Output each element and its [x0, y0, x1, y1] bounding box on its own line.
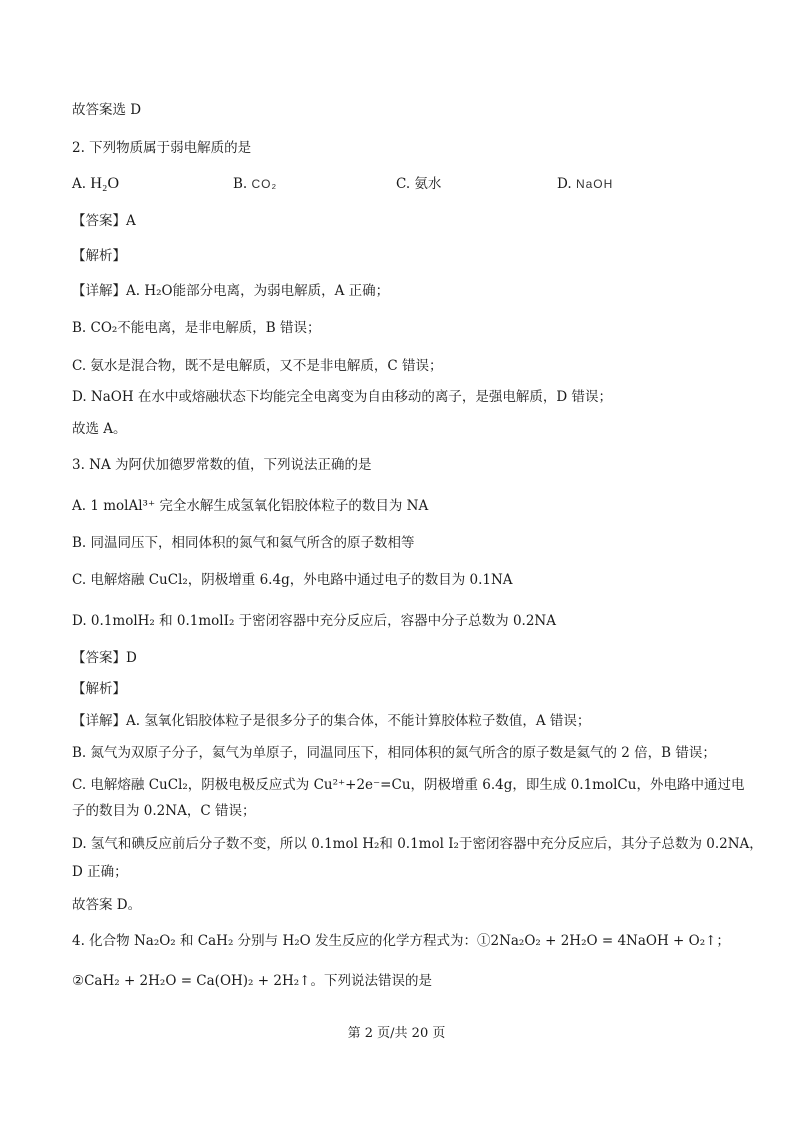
detail-b: B. CO₂不能电离，是非电解质，B 错误；	[72, 320, 321, 336]
answer-line: 故答案选 D	[72, 102, 142, 118]
question-3: 3. NA 为阿伏加德罗常数的值，下列说法正确的是	[72, 457, 372, 473]
q3-option-b: B. 同温同压下，相同体积的氮气和氦气所含的原子数相等	[72, 535, 415, 551]
detail-c: C. 氨水是混合物，既不是电解质，又不是非电解质，C 错误；	[72, 358, 443, 374]
question-2: 2. 下列物质属于弱电解质的是	[72, 140, 252, 156]
option-b	[233, 174, 277, 194]
detail-d-cont: D 正确；	[72, 864, 128, 880]
question-4: 4. 化合物 Na₂O₂ 和 CaH₂ 分别与 H₂O 发生反应的化学方程式为：①2Na₂O₂ + 2H₂O = 4NaOH + O₂↑；	[72, 933, 730, 949]
conclusion: 故选 A。	[72, 421, 127, 437]
q3-option-a: A. 1 molAl³⁺ 完全水解生成氢氧化铝胶体粒子的数目为 NA	[72, 498, 429, 514]
detail-d: D. NaOH 在水中或熔融状态下均能完全电离变为自由移动的离子，是强电解质，D 错误；	[72, 389, 613, 405]
formula: NaOH	[575, 177, 614, 191]
analysis-label: 【解析】	[72, 681, 126, 697]
question-4-cont: ②CaH₂ + 2H₂O = Ca(OH)₂ + 2H₂↑。下列说法错误的是	[72, 973, 432, 989]
detail-b: B. 氮气为双原子分子，氦气为单原子，同温同压下，相同体积的氮气所含的原子数是氦气的 2 倍，B 错误；	[72, 745, 716, 761]
option-label: B.	[233, 176, 248, 192]
q3-option-c: C. 电解熔融 CuCl₂，阴极增重 6.4g，外电路中通过电子的数目为 0.1NA	[72, 572, 513, 588]
detail-a: 【详解】A. 氢氧化铝胶体粒子是很多分子的集合体，不能计算胶体粒子数值，A 错误；	[72, 713, 591, 729]
formula: CO₂	[251, 177, 278, 191]
detail-c: C. 电解熔融 CuCl₂，阴极电极反应式为 Cu²⁺+2e⁻=Cu，阴极增重 6.4g，即生成 0.1molCu，外电路中通过电	[72, 777, 745, 793]
formula: H₂O	[90, 175, 120, 192]
option-c: C. 氨水	[396, 176, 442, 192]
option-a	[72, 174, 119, 194]
analysis-label: 【解析】	[72, 248, 126, 264]
conclusion: 故答案 D。	[72, 897, 142, 913]
answer-label: 【答案】A	[72, 213, 136, 229]
option-label: D.	[557, 176, 572, 192]
answer-label: 【答案】D	[72, 650, 137, 666]
option-label: A.	[72, 176, 87, 192]
page-footer: 第 2 页/共 20 页	[347, 1026, 446, 1041]
detail-d: D. 氢气和碘反应前后分子数不变，所以 0.1mol H₂和 0.1mol I₂于密闭容器中充分反应后，其分子总数为 0.2NA，	[72, 836, 763, 852]
detail-a: 【详解】A. H₂O能部分电离，为弱电解质，A 正确；	[72, 283, 390, 299]
detail-c-cont: 子的数目为 0.2NA，C 错误；	[72, 803, 256, 819]
option-d	[557, 174, 613, 194]
q3-option-d: D. 0.1molH₂ 和 0.1molI₂ 于密闭容器中充分反应后，容器中分子总数为 0.2NA	[72, 613, 556, 629]
